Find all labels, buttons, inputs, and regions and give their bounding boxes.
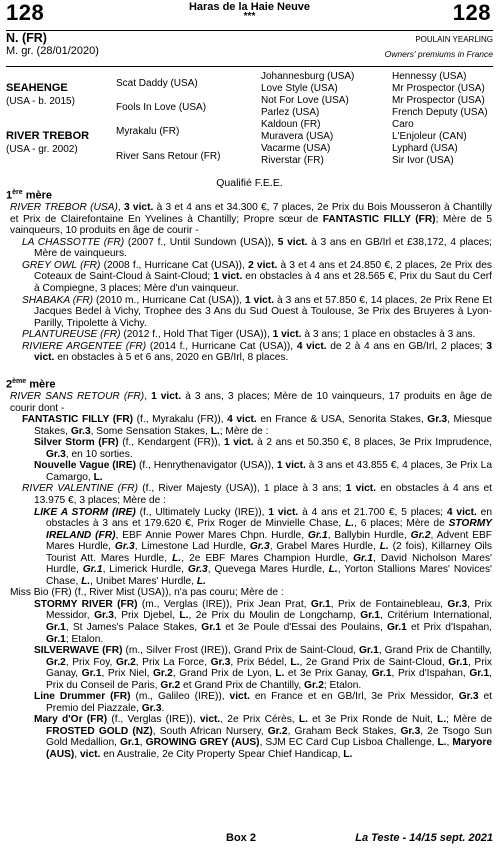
dam-name: RIVER TREBOR — [6, 130, 90, 142]
pedigree-gen4: Lyphard (USA) — [392, 143, 458, 154]
produce-entry: Silver Storm (FR) (f., Kendargent (FR)), 1 vict. à 2 ans et 50.350 €, 8 places, 3e Prix Imprudence, Gr.3, en 10 sorties. — [34, 437, 492, 460]
pedigree-gen2: River Sans Retour (FR) — [116, 151, 221, 162]
produce-entry: LA CHASSOTTE (FR) (2007 f., Until Sundown (USA)), 5 vict. à 3 ans en GB/Irl et £38,172, 4 places; Mère de vainqueurs. — [22, 236, 492, 260]
produce-entry: RIVER VALENTINE (FR) (f., River Majesty (USA)), 1 place à 3 ans; 1 vict. en obstacles à 4 ans et 13.975 €, 3 places; Mère de : — [22, 483, 493, 506]
page-footer — [0, 832, 499, 846]
consignor-name: Haras de la Haie Neuve — [188, 1, 311, 13]
produce-entry: SHABAKA (FR) (2010 m., Hurricane Cat (USA)), 1 vict. à 3 ans et 57.850 €, 14 places, 2e Prix Rene Et Jacques Bedel à Vichy, Trophee des 3 Ans du Sud Ouest à Toulouse, 3e Prix des Bruyeres à Lyon-Parilly, Tripolette à Vichy. — [22, 294, 492, 329]
consignor-stars: *** — [243, 11, 256, 22]
dam-info: (USA - gr. 2002) — [6, 144, 78, 155]
pedigree-gen3: Muravera (USA) — [261, 131, 334, 142]
lot-number-right: 128 — [452, 0, 491, 25]
horse-id — [6, 31, 493, 64]
produce-entry: PLANTUREUSE (FR) (2012 f., Hold That Tiger (USA)), 1 vict. à 3 ans; 1 place en obstacles à 3 ans. — [22, 329, 476, 341]
pedigree-gen3: Vacarme (USA) — [261, 143, 331, 154]
pedigree-gen4: L'Enjoleur (CAN) — [392, 131, 467, 142]
produce-entry: STORMY RIVER (FR) (m., Verglas (IRE)), Prix Jean Prat, Gr.1, Prix de Fontainebleau, Gr.3, Prix Messidor, Gr.3, Prix Djebel, L., 2e Prix du Moulin de Longchamp, Gr.1, Critérium International, Gr.1, St James's Palace Stakes, Gr.1 et 3e Poule d'Essai des Poulains, Gr.1 et Prix d'Ispahan, Gr.1; Etalon. — [34, 598, 492, 645]
qualification-note: Qualifié F.E.E. — [216, 177, 283, 189]
produce-entry: Miss Bio (FR) (f., River Mist (USA)), n'a pas couru; Mère de : — [10, 587, 284, 599]
sire-name: SEAHENGE — [6, 82, 68, 94]
pedigree-rule — [6, 66, 493, 67]
pedigree-gen2: Fools In Love (USA) — [116, 102, 207, 113]
sire-info: (USA - b. 2015) — [6, 96, 75, 107]
sale-name: La Teste - 14/15 sept. 2021 — [355, 832, 493, 844]
page-header — [0, 0, 499, 30]
produce-entry: LIKE A STORM (IRE) (f., Ultimately Lucky (IRE)), 1 vict. à 4 ans et 21.700 €, 5 places; 4 vict. en obstacles à 3 ans et 179.620 €, Prix Roger de Minvielle Chase, L., 6 places; Mère de STORMY IRELAND (FR), EBF Annie Power Mares Chpn. Hurdle, Gr.1, Ballybin Hurdle, Gr.2, Advent EBF Mares Hurdle, Gr.3, Limestone Lad Hurdle, Gr.3, Grabel Mares Hurdle, L. (2 fois), Killarney Oils Tourist Att. Mares Hurdle, L., 2e EBF Mares Champion Hurdle, Gr.1, David Nicholson Mares' Hurdle, Gr.1, Limerick Hurdle, Gr.3, Quevega Mares Hurdle, L., Yorton Stallions Mares' Novices' Chase, L., Unibet Mares' Hurdle, L. — [34, 506, 493, 587]
produce-entry: Nouvelle Vague (IRE) (f., Henrythenavigator (USA)), 1 vict. à 3 ans et 43.855 €, 4 places, 3e Prix La Camargo, L. — [34, 460, 492, 483]
pedigree-gen4: Mr Prospector (USA) — [392, 95, 485, 106]
pedigree-gen3: Love Style (USA) — [261, 83, 338, 94]
produce-entry: RIVIERE ARGENTEE (FR) (2014 f., Hurricane Cat (USA)), 4 vict. de 2 à 4 ans en GB/Irl, 2 places; 3 vict. en obstacles à 5 et 6 ans, 2020 en GB/Irl, 8 places. — [22, 340, 492, 364]
produce-entry: FANTASTIC FILLY (FR) (f., Myrakalu (FR)), 4 vict. en France & USA, Senorita Stakes, Gr.3, Miesque Stakes, Gr.3, Some Sensation Stakes, L.; Mère de : — [22, 414, 492, 437]
pedigree-gen3: Riverstar (FR) — [261, 155, 324, 166]
pedigree-gen3: Johannesburg (USA) — [261, 71, 355, 82]
pedigree-gen3: Kaldoun (FR) — [261, 119, 321, 130]
pedigree-gen3: Parlez (USA) — [261, 107, 320, 118]
first-dam-paragraph: RIVER TREBOR (USA), 3 vict. à 3 et 4 ans et 34.300 €, 7 places, 2e Prix du Bois Mousseron à Chantilly et Prix de Clairefontaine En Yvelines à Chantilly; Propre sœur de FANTASTIC FILLY (FR); Mère de 5 vainqueurs, 10 produits en âge de courir - — [10, 202, 492, 237]
pedigree-gen4: Hennessy (USA) — [392, 71, 467, 82]
produce-entry: GREY OWL (FR) (2008 f., Hurricane Cat (USA)), 2 vict. à 3 et 4 ans et 24.850 €, 2 places, 2e Prix des Coteaux de Saint-Cloud à Saint-Cloud; 1 vict. en obstacles à 4 ans et 28.565 €, Prix du Saut du Cerf à Compiegne, 3 places; Mère d'un vainqueur. — [22, 259, 492, 295]
premium-note: Owners' premiums in France — [384, 49, 493, 59]
horse-sex-dob: M. gr. (28/01/2020) — [6, 45, 99, 57]
pedigree-gen4: Sir Ivor (USA) — [392, 155, 454, 166]
pedigree-gen4: French Deputy (USA) — [392, 107, 488, 118]
second-dam-heading: 2ème mère — [6, 377, 56, 391]
second-dam-paragraph: RIVER SANS RETOUR (FR), 1 vict. à 3 ans, 3 places; Mère de 10 vainqueurs, 17 produits en âge de courir dont - — [10, 391, 492, 414]
pedigree-table — [6, 70, 496, 167]
horse-category: POULAIN YEARLING — [415, 35, 493, 44]
box-number: Box 2 — [226, 832, 256, 844]
first-dam-heading: 1ère mère — [6, 189, 52, 202]
pedigree-gen4: Caro — [392, 119, 414, 130]
pedigree-gen3: Not For Love (USA) — [261, 95, 349, 106]
produce-entry: Line Drummer (FR) (m., Galileo (IRE)), vict. en France et en GB/Irl, 3e Prix Messidor, Gr.3 et Premio del Piazzale, Gr.3. — [34, 691, 492, 714]
pedigree-gen2: Scat Daddy (USA) — [116, 78, 198, 89]
horse-name: N. (FR) — [6, 31, 47, 45]
produce-entry: SILVERWAVE (FR) (m., Silver Frost (IRE)), Grand Prix de Saint-Cloud, Gr.1, Grand Prix de Chantilly, Gr.2, Prix Foy, Gr.2, Prix La Force, Gr.3, Prix Bédel, L., 2e Grand Prix de Saint-Cloud, Gr.1, Prix Ganay, Gr.1, Prix Niel, Gr.2, Grand Prix de Lyon, L. et 3e Prix Ganay, Gr.1, Prix d'Ispahan, Gr.1, Prix du Conseil de Paris, Gr.2 et Grand Prix de Chantilly, Gr.2; Etalon. — [34, 645, 493, 691]
produce-entry: Mary d'Or (FR) (f., Verglas (IRE)), vict., 2e Prix Cérès, L. et 3e Prix Ronde de Nuit, L.; Mère de FROSTED GOLD (NZ), South African Nursery, Gr.2, Graham Beck Stakes, Gr.3, 2e Tsogo Sun Gold Medallion, Gr.1, GROWING GREY (AUS), SJM EC Card Cup Lisboa Challenge, L., Maryore (AUS), vict. en Australie, 2e City Property Spear Chief Handicap, L. — [34, 714, 493, 761]
pedigree-gen4: Mr Prospector (USA) — [392, 83, 485, 94]
catalogue-notes — [6, 187, 492, 761]
lot-number-left: 128 — [6, 0, 45, 25]
pedigree-gen2: Myrakalu (FR) — [116, 126, 180, 137]
